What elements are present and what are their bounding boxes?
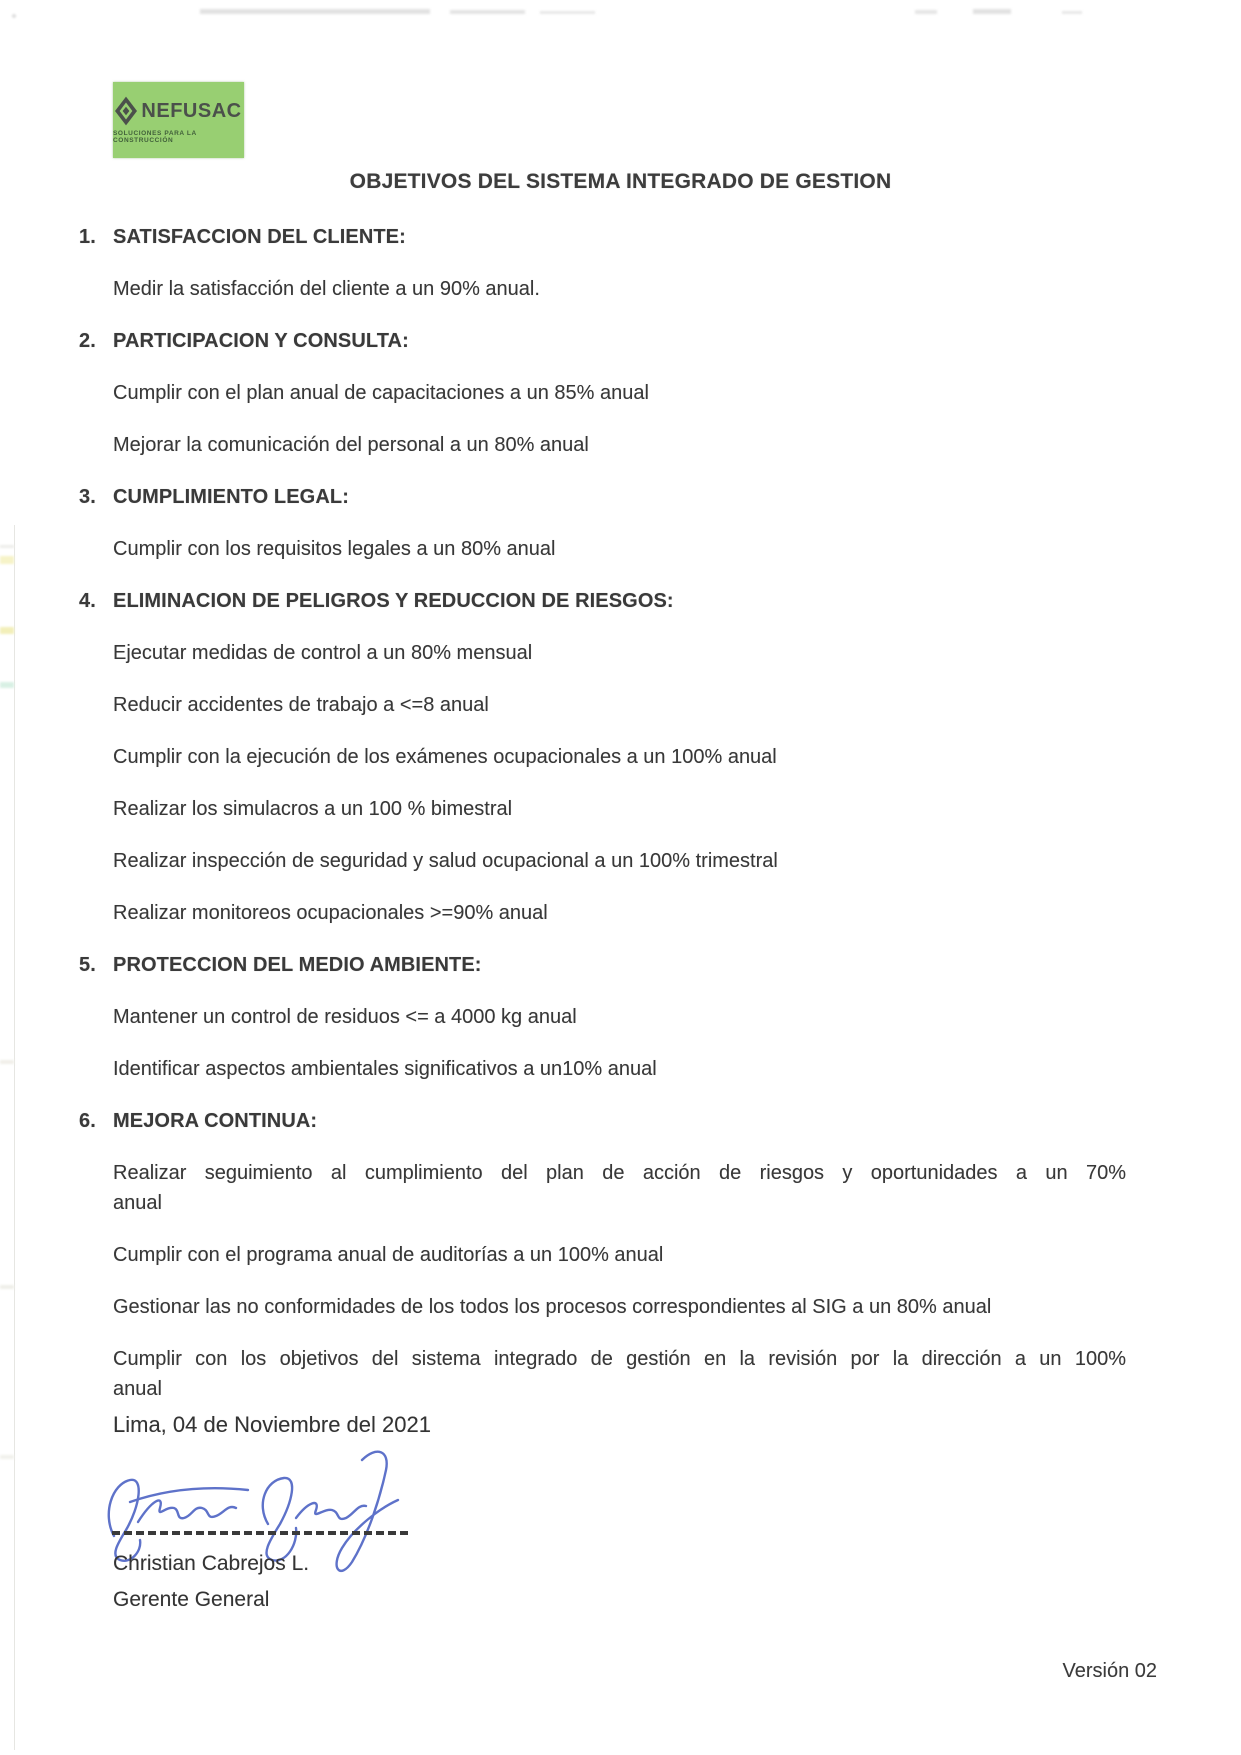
objective-text: Cumplir con la ejecución de los exámenes ocupacionales a un 100% anual xyxy=(113,746,777,768)
company-logo xyxy=(113,82,244,158)
section-title: SATISFACCION DEL CLIENTE: xyxy=(113,226,406,248)
section-4 xyxy=(79,586,1126,928)
objective-line: Cumplir con los objetivos del sistema integrado de gestión en la revisión por la dirección a un 100% xyxy=(113,1348,1126,1370)
scan-artifact xyxy=(0,556,14,564)
section-2 xyxy=(79,326,1126,460)
objective-text: Cumplir con el plan anual de capacitaciones a un 85% anual xyxy=(113,382,649,404)
diamond-logo-icon xyxy=(115,96,137,126)
section-number: 5. xyxy=(79,954,96,976)
objective-text: Gestionar las no conformidades de los todos los procesos correspondientes al SIG a un 80% anual xyxy=(113,1296,992,1318)
section-1 xyxy=(79,222,1126,304)
scan-artifact xyxy=(0,1455,14,1459)
objective-text: Mejorar la comunicación del personal a un 80% anual xyxy=(113,434,589,456)
scan-artifact xyxy=(540,11,595,14)
objective-text: Cumplir con el programa anual de auditorías a un 100% anual xyxy=(113,1244,664,1266)
objective-text: Reducir accidentes de trabajo a <=8 anual xyxy=(113,694,489,716)
section-heading xyxy=(79,1106,1126,1136)
objective-text: Realizar inspección de seguridad y salud ocupacional a un 100% trimestral xyxy=(113,850,778,872)
logo-name: NEFUSAC xyxy=(141,99,242,122)
scan-artifact xyxy=(1062,11,1082,14)
date-line: Lima, 04 de Noviembre del 2021 xyxy=(113,1412,431,1437)
objective-line: anual xyxy=(113,1192,162,1214)
logo-tagline: SOLUCIONES PARA LA CONSTRUCCIÓN xyxy=(113,130,197,144)
objective-text xyxy=(113,1158,1126,1218)
section-number: 4. xyxy=(79,590,96,612)
section-6 xyxy=(79,1106,1126,1404)
objective-text: Realizar monitoreos ocupacionales >=90% anual xyxy=(113,902,548,924)
section-heading xyxy=(79,950,1126,980)
objective-text: Identificar aspectos ambientales significativos a un10% anual xyxy=(113,1058,657,1080)
signer-role: Gerente General xyxy=(113,1588,270,1611)
version-label: Versión 02 xyxy=(1062,1660,1157,1682)
section-title: PROTECCION DEL MEDIO AMBIENTE: xyxy=(113,954,482,976)
scan-artifact xyxy=(450,10,525,14)
section-number: 6. xyxy=(79,1110,96,1132)
objective-text: Ejecutar medidas de control a un 80% mensual xyxy=(113,642,533,664)
section-title: PARTICIPACION Y CONSULTA: xyxy=(113,330,409,352)
section-3 xyxy=(79,482,1126,564)
section-heading xyxy=(79,482,1126,512)
scan-artifact xyxy=(0,627,14,634)
section-title: MEJORA CONTINUA: xyxy=(113,1110,318,1132)
scan-artifact xyxy=(0,682,14,688)
section-number: 1. xyxy=(79,226,96,248)
section-heading xyxy=(79,586,1126,616)
objective-text: Realizar los simulacros a un 100 % bimestral xyxy=(113,798,513,820)
section-5 xyxy=(79,950,1126,1084)
objective-text: Medir la satisfacción del cliente a un 90% anual. xyxy=(113,278,540,300)
scan-artifact xyxy=(0,545,14,548)
section-number: 2. xyxy=(79,330,96,352)
scan-artifact xyxy=(915,10,937,14)
scan-artifact xyxy=(0,1060,14,1064)
section-heading xyxy=(79,326,1126,356)
objective-text: Cumplir con los requisitos legales a un 80% anual xyxy=(113,538,556,560)
scan-artifact xyxy=(12,14,16,18)
objective-text xyxy=(113,1344,1126,1404)
objective-text: Mantener un control de residuos <= a 4000 kg anual xyxy=(113,1006,577,1028)
section-title: ELIMINACION DE PELIGROS Y REDUCCION DE RIESGOS: xyxy=(113,590,674,612)
objective-line: anual xyxy=(113,1378,162,1400)
page-title: OBJETIVOS DEL SISTEMA INTEGRADO DE GESTION xyxy=(349,170,892,193)
signature-line xyxy=(112,1531,410,1535)
section-title: CUMPLIMIENTO LEGAL: xyxy=(113,486,349,508)
scan-artifact xyxy=(200,9,430,14)
signer-name: Christian Cabrejos L. xyxy=(113,1552,310,1575)
scan-artifact xyxy=(14,525,15,1750)
section-number: 3. xyxy=(79,486,96,508)
section-heading xyxy=(79,222,1126,252)
objective-line: Realizar seguimiento al cumplimiento del plan de acción de riesgos y oportunidades a un 70% xyxy=(113,1162,1126,1184)
scan-artifact xyxy=(973,9,1011,14)
sections xyxy=(79,222,1126,1426)
scan-artifact xyxy=(0,1285,14,1289)
